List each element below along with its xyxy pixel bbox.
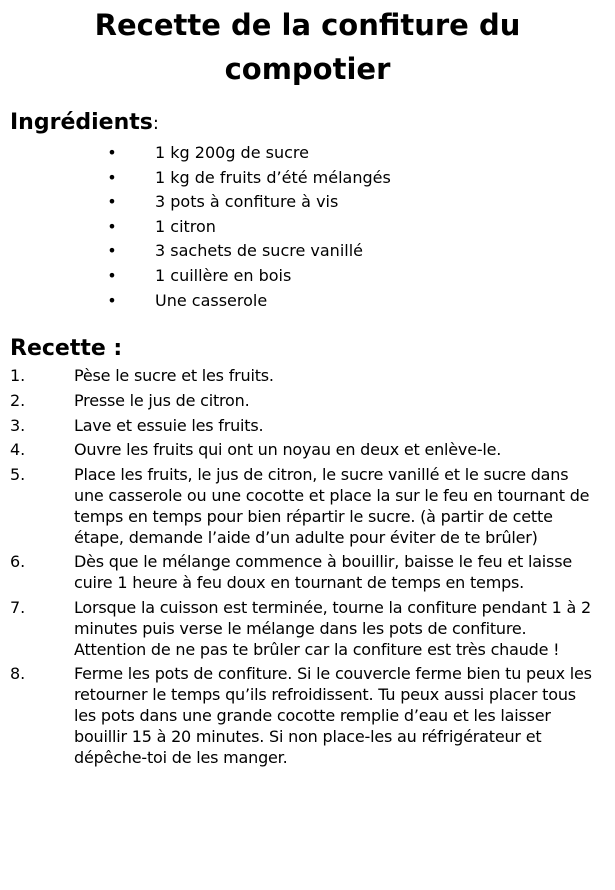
ingredients-heading [10,108,159,139]
recipe-step [0,391,602,412]
step-text: Ouvre les fruits qui ont un noyau en deux et enlève-le. [74,440,502,460]
recipe-steps-list [0,366,602,772]
recipe-step [0,416,602,437]
bullet-icon: • [107,216,117,236]
step-text: Presse le jus de citron. [74,390,250,410]
page-title: Recette de la confiture du compotier [94,8,521,86]
recipe-step [0,465,602,548]
ingredient-text: 1 kg 200g de sucre [155,143,309,162]
step-number: 1. [10,366,26,385]
ingredient-text: 1 kg de fruits d’été mélangés [155,167,391,187]
step-text: Ferme les pots de confiture. Si le couvercle ferme bien tu peux les retourner le temps qu’ils refroidissent. Tu peux aussi placer tous les pots dans une grande cocotte remplie d’eau et les laisser bouillir 15 à 20 minutes. Si non place-les au réfrigérateur et dépêche-toi de les manger. [74,664,592,767]
step-text: Place les fruits, le jus de citron, le sucre vanillé et le sucre dans une casserole ou une cocotte et place la sur le feu en tournant de temps en temps pour bien répartir le sucre. (à partir de cette étape, demande l’aide d’un adulte pour éviter de te brûler) [74,465,590,547]
step-text: Pèse le sucre et les fruits. [74,366,274,385]
bullet-icon: • [107,143,117,162]
step-text: Dès que le mélange commence à bouillir, baisse le feu et laisse cuire 1 heure à feu doux en tournant de temps en temps. [74,552,572,593]
step-text: Lorsque la cuisson est terminée, tourne la confiture pendant 1 à 2 minutes puis verse le mélange dans les pots de confiture. Attention de ne pas te brûler car la confiture est très chaude ! [74,597,591,659]
step-number: 5. [10,465,26,485]
bullet-icon: • [107,265,117,285]
ingredients-heading-colon: : [152,113,159,134]
recipe-step [0,664,602,768]
recipe-heading: Recette : [10,336,123,361]
step-number: 6. [10,552,26,572]
ingredient-text: 1 cuillère en bois [155,265,292,285]
ingredient-text: 3 sachets de sucre vanillé [155,241,363,261]
step-text: Lave et essuie les fruits. [74,415,264,435]
recipe-step [0,366,602,387]
bullet-icon: • [107,192,117,212]
ingredient-text: 3 pots à confiture à vis [155,192,339,212]
step-number: 8. [10,664,26,684]
recipe-step [0,598,602,660]
step-number: 7. [10,597,26,617]
ingredient-text: Une casserole [155,290,268,310]
step-number: 3. [10,415,26,435]
bullet-icon: • [107,241,117,261]
step-number: 4. [10,440,26,460]
bullet-icon: • [107,167,117,187]
ingredient-text: 1 citron [155,216,216,236]
recipe-step [0,440,602,461]
ingredients-heading-label: Ingrédients [10,110,153,135]
step-number: 2. [10,390,26,410]
recipe-step [0,552,602,594]
bullet-icon: • [107,290,117,310]
